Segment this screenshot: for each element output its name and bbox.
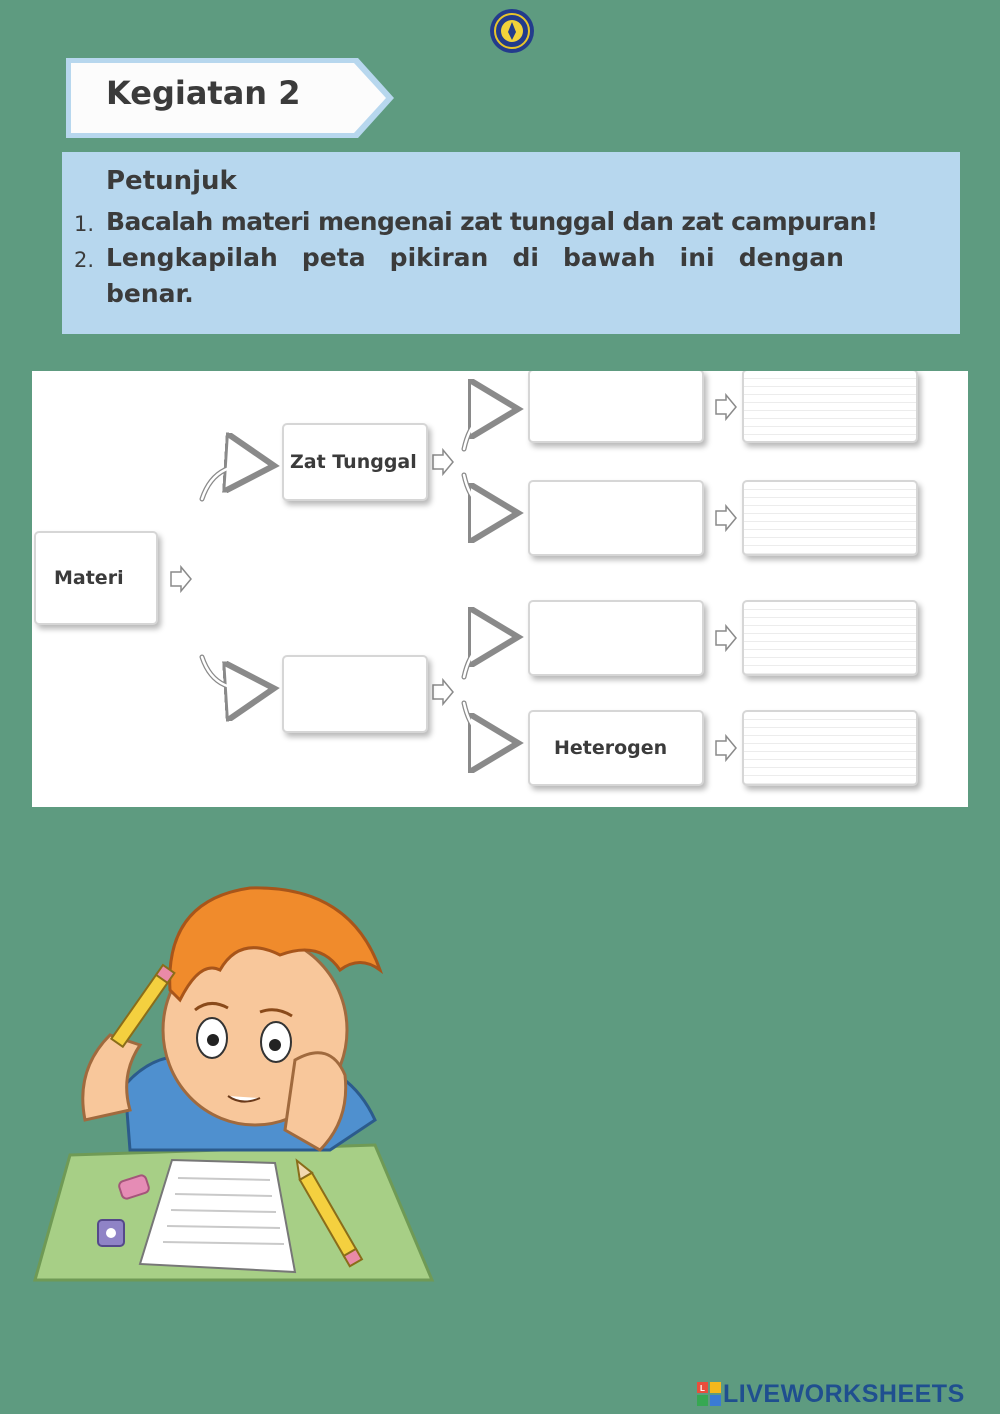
mind-map [32,371,968,807]
root-node [34,531,158,625]
instruction-number: 1. [74,212,95,236]
instruction-number: 2. [74,248,95,272]
description-box-3[interactable] [742,600,918,676]
description-box-2[interactable] [742,480,918,556]
instructions-heading: Petunjuk [106,166,237,196]
description-box-2-input[interactable] [752,490,908,546]
activity-banner [64,56,396,140]
description-box-1[interactable] [742,371,918,443]
liveworksheets-logo [697,1380,965,1408]
branch-node-bottom[interactable] [282,655,428,733]
leaf-node-bottom-2 [528,710,704,786]
leaf-node-bottom-1-input[interactable] [538,610,694,666]
description-box-3-input[interactable] [752,610,908,666]
leaf-node-top-1[interactable] [528,371,704,443]
leaf-node-top-2[interactable] [528,480,704,556]
root-node-label: Materi [54,567,124,589]
branch-node-bottom-input[interactable] [292,665,418,723]
description-box-4-input[interactable] [752,720,908,776]
activity-title: Kegiatan 2 [106,74,301,112]
university-logo [489,8,535,54]
leaf-node-top-2-input[interactable] [538,490,694,546]
instructions-panel [62,152,960,334]
branch-node-top-label: Zat Tunggal [290,451,417,473]
leaf-node-bottom-1[interactable] [528,600,704,676]
liveworksheets-icon [697,1382,721,1406]
branch-node-top [282,423,428,501]
description-box-4[interactable] [742,710,918,786]
thinking-boy-illustration [30,860,440,1300]
description-box-1-input[interactable] [752,379,908,433]
leaf-node-top-1-input[interactable] [538,379,694,433]
liveworksheets-text: LIVEWORKSHEETS [723,1379,965,1408]
instruction-text: Bacalah materi mengenai zat tunggal dan zat campuran! [106,207,878,236]
leaf-node-bottom-2-label: Heterogen [554,737,668,759]
instruction-text: Lengkapilah peta pikiran di bawah ini dengan benar. [106,243,844,308]
icon-letter: L [700,1384,705,1393]
